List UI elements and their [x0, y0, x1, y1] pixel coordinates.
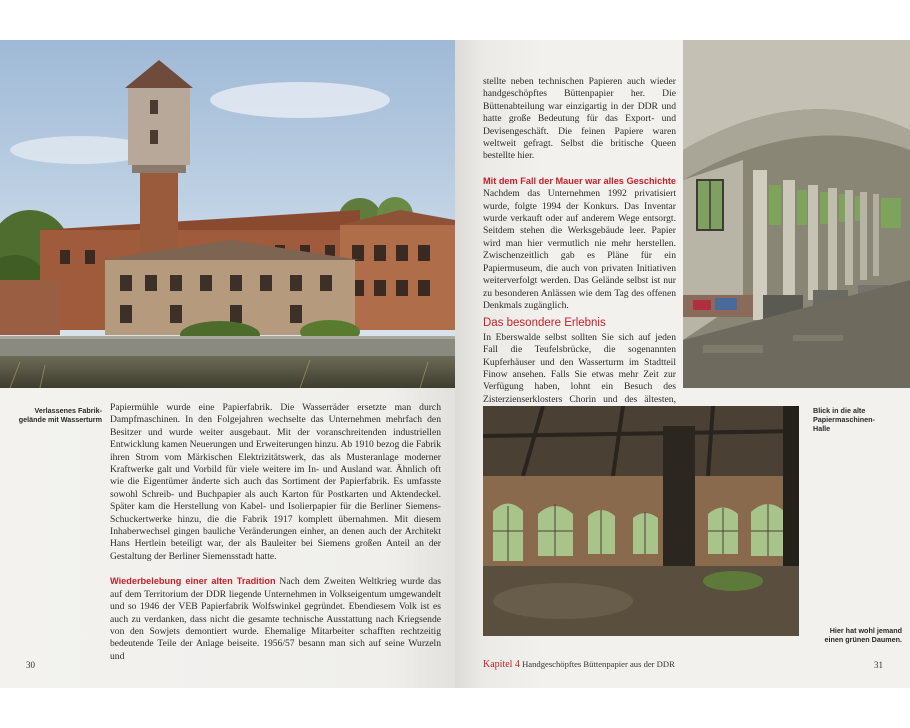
special-heading: Das besondere Erlebnis — [483, 317, 606, 330]
paragraph-mill — [110, 402, 441, 563]
caption-line: Halle — [813, 424, 831, 433]
paragraph-text: Nachdem das Unternehmen 1992 privatisiert wurde, folgte 1994 der Konkurs. Das Inventar wurde verkauft oder auf anderem Wege entsorgt. Seitdem stehen die Werksgebäude leer. Papier wird man hier vermutlich nie mehr herstellen. Zwischenzeitlich gab es Pläne für ein Papiermuseum, die auch von privaten Initiativen weiterverfolgt werden. Das Gelände selbst ist nur zu besonderen Anlässen wie dem Tag des offenen Denkmals zugänglich. — [483, 188, 676, 311]
caption-line: Hier hat wohl jemand — [829, 626, 902, 635]
left-page — [0, 40, 455, 688]
paragraph-text: stellte neben technischen Papieren auch wieder handgeschöpftes Büttenpapier her. Die Büttenabteilung war einzigartig in der DDR und hatte große Bedeutung für das Export- und Devisengeschäft. Die feinen Papiere waren weltweit gefragt. Selbst die britische Queen bestellte hier. — [483, 76, 676, 162]
chapter-title: Handgeschöpftes Büttenpapier aus der DDR — [522, 659, 675, 669]
right-page — [455, 40, 910, 688]
paragraph-special: In Eberswalde selbst sollten Sie sich auf jeden Fall die Teufelsbrücke, die sogenannten Kupferhäuser und den Wasserturm im Stadtteil Finow ansehen. Falls Sie etwas mehr Zeit zur Verfügung haben, lohnt ein Besuch des Zisterzienserklosters Chorin und des ältesten, — [483, 331, 676, 405]
caption-line: gelände mit Wasserturm — [18, 415, 102, 424]
book-spread — [0, 40, 910, 688]
exterior-photo-caption — [10, 406, 102, 424]
factory-exterior-photo — [0, 40, 455, 388]
paragraph-tradition — [110, 575, 441, 663]
right-column-text — [483, 76, 676, 431]
page-number-right: 31 — [874, 660, 883, 670]
chapter-label: Kapitel 4 — [483, 659, 520, 670]
paragraph-lead: Mit dem Fall der Mauer war alles Geschichte — [483, 175, 677, 186]
caption-line: Papiermaschinen- — [813, 415, 875, 424]
interior-photo-caption — [800, 626, 902, 644]
caption-line: Verlassenes Fabrik- — [34, 406, 102, 415]
caption-line: Blick in die alte — [813, 406, 866, 415]
hall-photo-caption — [813, 406, 903, 433]
caption-line: einen grünen Daumen. — [824, 635, 902, 644]
chapter-footer — [483, 659, 675, 670]
page-number-left: 30 — [26, 660, 35, 670]
paragraph-paper — [483, 76, 676, 163]
paragraph-lead: Wiederbelebung einer alten Tradition — [110, 576, 276, 587]
paragraph-wall — [483, 175, 676, 312]
paragraph-text: Nach dem Zweiten Weltkrieg wurde das auf dem Territorium der DDR liegende Unternehmen in Volkseigentum umgewandelt und so 1946 der VEB Papierfabrik Wolfswinkel gegründet. Ebendiesem Volk ist es auch zu verdanken, dass nicht die gesamte technische Ausstattung nach Kriegsende von den Sowjets demontiert wurde. Ehemalige Mitarbeiter schafften rechtzeitig bedeutende Teile der Anlage beiseite. 1956/57 besann man sich auf seine Wurzeln und — [110, 576, 442, 662]
left-body-text — [110, 402, 441, 663]
paragraph-text: Papiermühle wurde eine Papierfabrik. Die Wasserräder ersetzte man durch Dampfmaschinen. In den Folgejahren wechselte das Unternehmen mehrfach den Besitzer und wurde weiter ausgebaut. Mit der voranschreitenden industriellen Entwicklung kamen Neuerungen und Erweiterungen hinzu. Ab 1910 bezog die Fabrik ihren Strom vom Märkischen Elektrizitätswerk, das als Musteranlage moderner Kraftwerke galt und Vorbild für viele weitere im In- und Ausland war. Ähnlich oft wie die Eigentümer änderte sich auch das Sortiment der Papierfabrik. Es umfasste sowohl Schreib- und Buchpapier als auch Karton für Postkarten und Aktendeckel. Später kam die Herstellung von Kabel- und Isolierpapier für die Berliner Siemens-Schuckertwerke hinzu, die die Fabrik 1917 komplett übernahmen. Mit diesem Inhaberwechsel gingen bauliche Veränderungen einher, an denen auch der Architekt Hans Hertlein beteiligt war, der als Bauleiter bei Siemens großen Anteil an der Gestaltung der Berliner Siemensstadt hatte. — [110, 402, 441, 562]
factory-interior-photo — [483, 406, 799, 636]
machine-hall-photo — [683, 40, 910, 388]
